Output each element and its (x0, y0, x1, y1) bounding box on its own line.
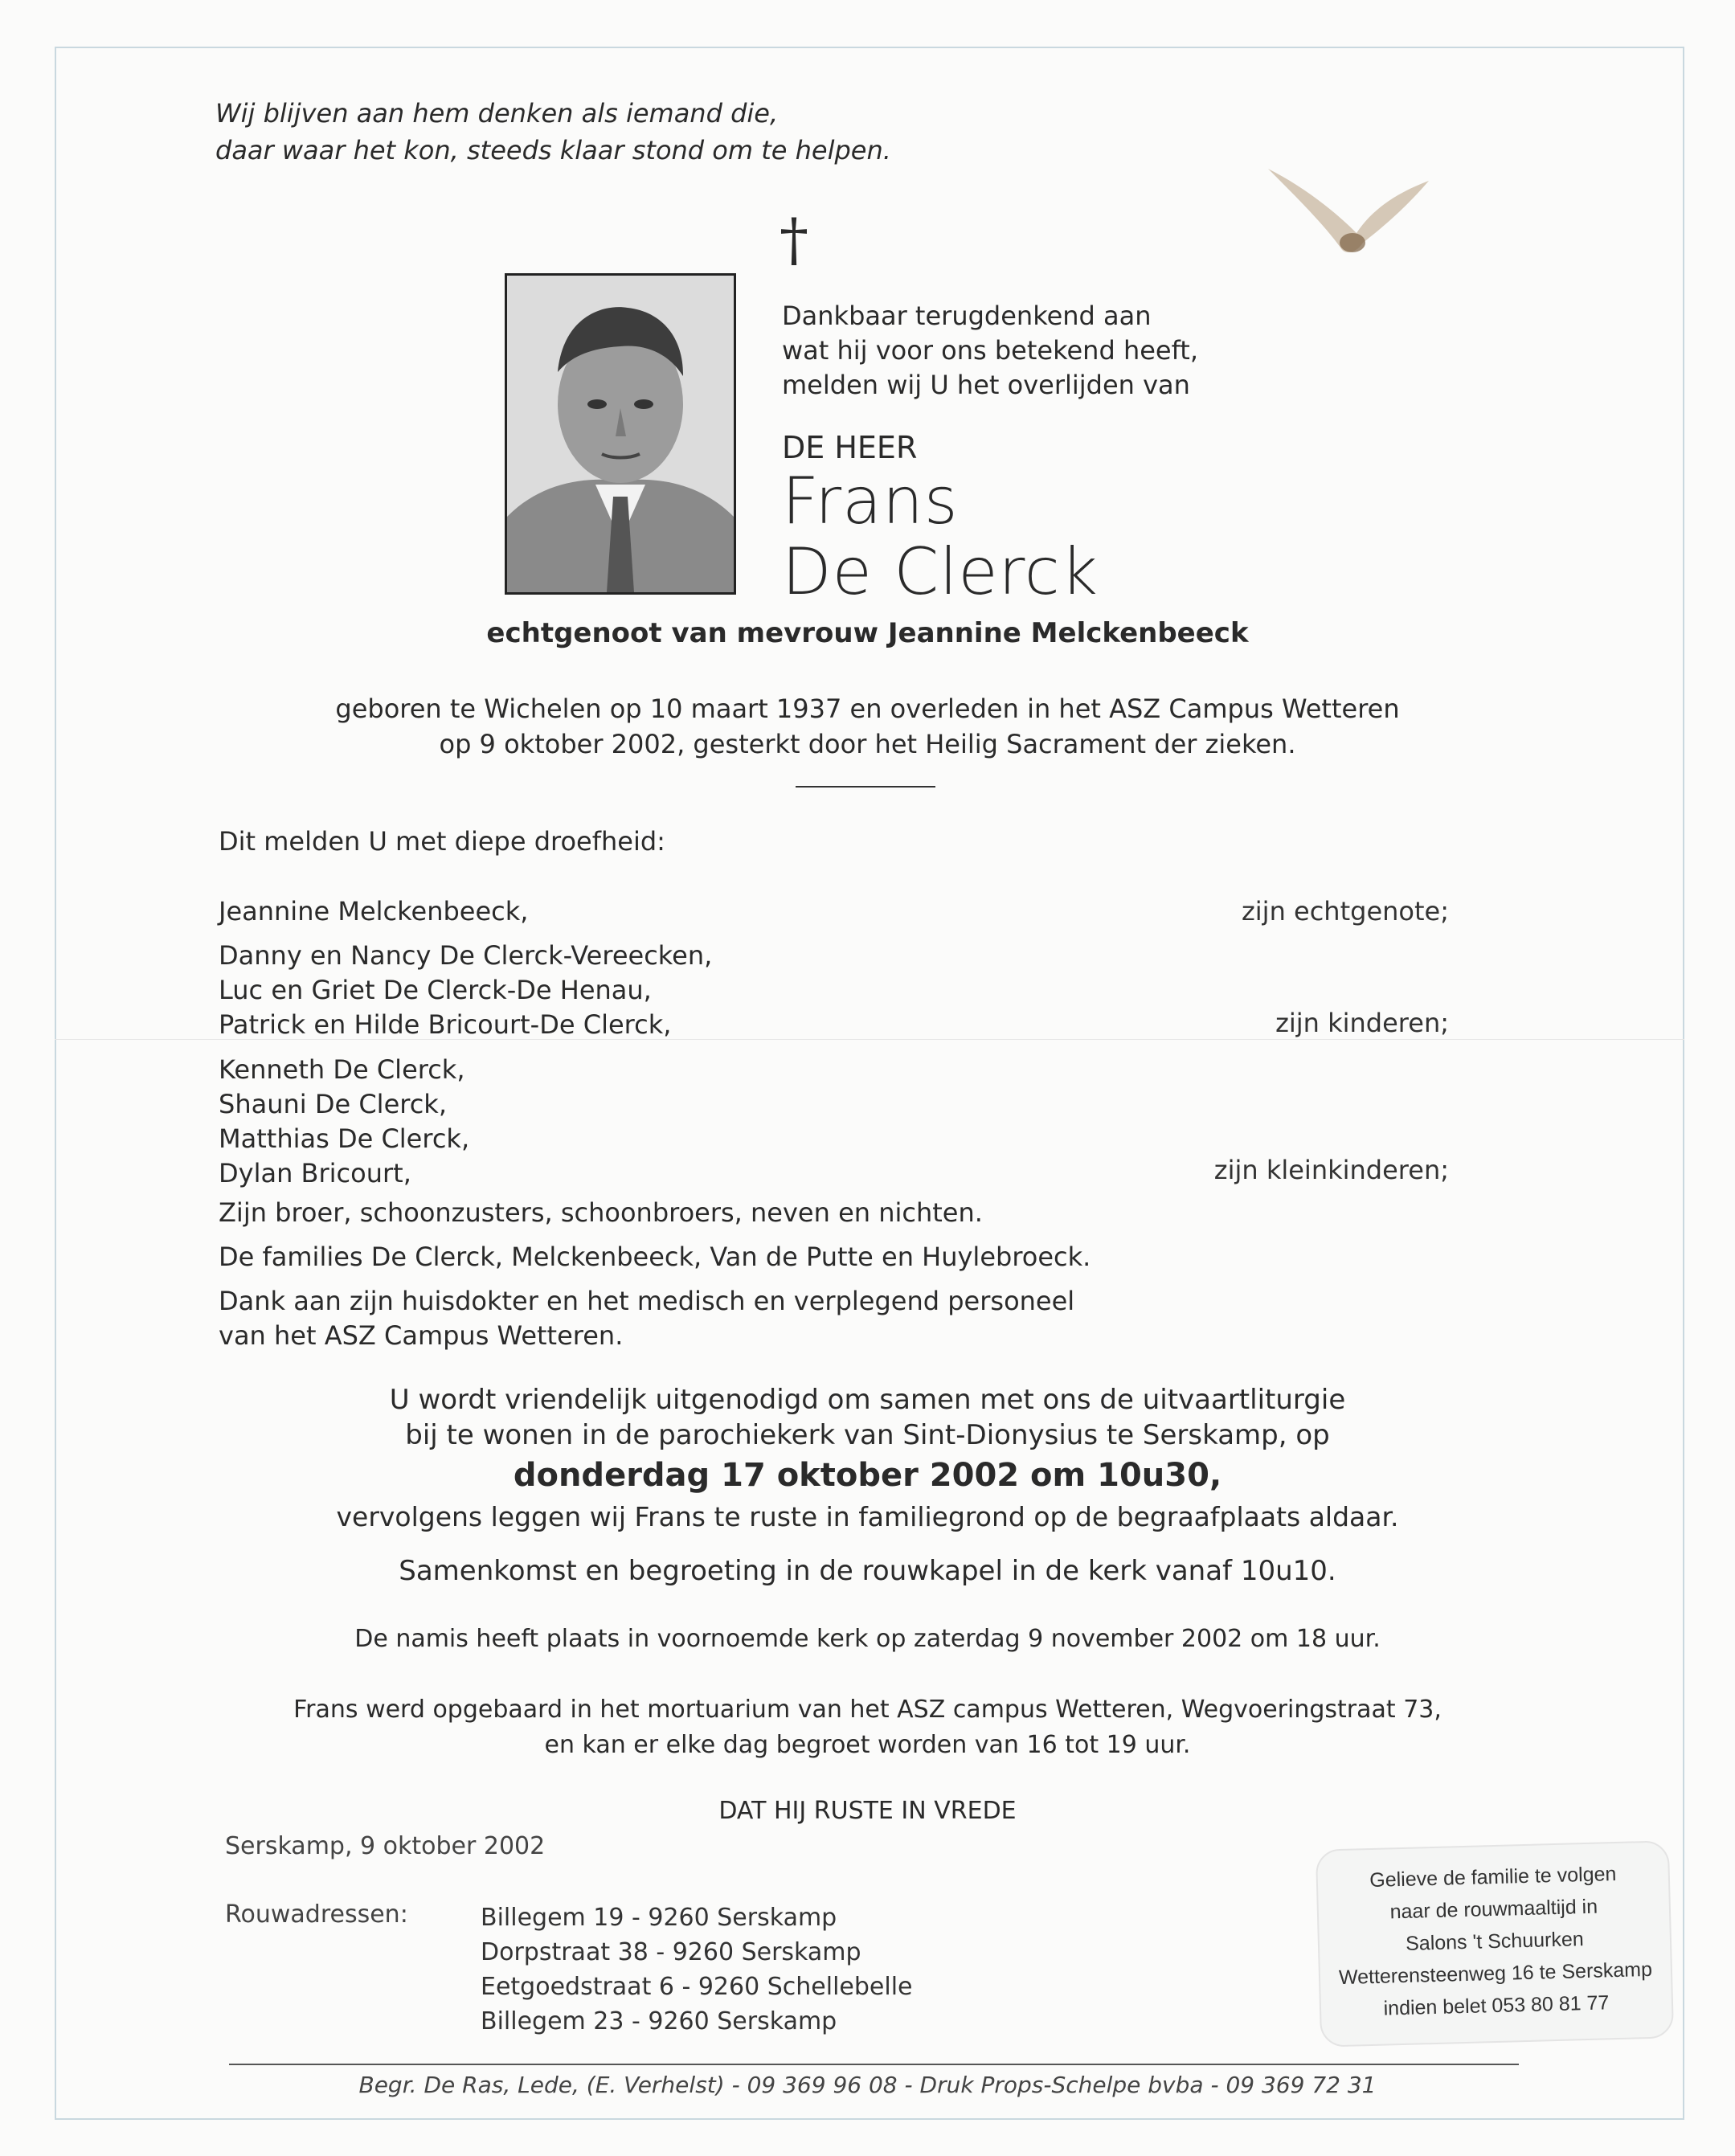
sticker-line-1: Gelieve de familie te volgen (1369, 1863, 1617, 1892)
laid-out-line-2: en kan er elke dag begroet worden van 16 tot 19 uur. (544, 1731, 1191, 1759)
sticker-line-5: indien belet 053 80 81 77 (1383, 1991, 1610, 2020)
invitation-line-2: bij te wonen in de parochiekerk van Sint-Dionysius te Serskamp, op (405, 1419, 1330, 1451)
divider (796, 786, 935, 788)
namis-info: De namis heeft plaats in voornoemde kerk op zaterdag 9 november 2002 om 18 uur. (354, 1625, 1381, 1653)
invitation (0, 1382, 1735, 1453)
intro-text (782, 299, 1198, 403)
gathering-info: Samenkomst en begroeting in de rouwkapel in de kerk vanaf 10u10. (399, 1555, 1336, 1587)
address-list (481, 1900, 913, 2039)
mourners-grandchildren (219, 1053, 469, 1191)
laid-out-info (0, 1692, 1735, 1763)
dove-icon (1268, 153, 1429, 265)
relation-children: zijn kinderen; (1275, 1008, 1449, 1038)
portrait-photo (505, 273, 736, 595)
mourners-thanks (219, 1284, 1074, 1353)
invitation-line-1: U wordt vriendelijk uitgenodigd om samen met ons de uitvaartliturgie (389, 1384, 1346, 1416)
thanks-line-2: van het ASZ Campus Wetteren. (219, 1320, 624, 1351)
list-item: Matthias De Clerck, (219, 1123, 470, 1154)
deceased-title: DE HEER (782, 430, 918, 465)
list-item: Dorpstraat 38 - 9260 Serskamp (481, 1938, 861, 1966)
deceased-first-name: Frans (782, 464, 959, 538)
intro-line-1: Dankbaar terugdenkend aan (782, 301, 1152, 331)
mourners-children (219, 939, 712, 1042)
quote-line-2: daar waar het kon, steeds klaar stond om te helpen. (215, 135, 891, 166)
deceased-name (782, 466, 1099, 608)
mourners-families: De families De Clerck, Melckenbeeck, Van de Putte en Huylebroeck. (219, 1242, 1091, 1272)
list-item: Luc en Griet De Clerck-De Henau, (219, 975, 652, 1005)
funeral-date: donderdag 17 oktober 2002 om 10u30, (513, 1457, 1222, 1494)
meal-invitation-sticker (1316, 1840, 1674, 2047)
list-item: Billegem 23 - 9260 Serskamp (481, 2007, 837, 2035)
intro-line-3: melden wij U het overlijden van (782, 370, 1190, 400)
portrait-image (507, 276, 734, 592)
spouse-line: echtgenoot van mevrouw Jeannine Melckenbeeck (486, 617, 1249, 649)
list-item: Billegem 19 - 9260 Serskamp (481, 1904, 837, 1932)
birth-line-2: op 9 oktober 2002, gesterkt door het Heilig Sacrament der zieken. (439, 729, 1296, 759)
place-date: Serskamp, 9 oktober 2002 (225, 1832, 546, 1860)
cross-icon: † (780, 206, 808, 273)
list-item: Shauni De Clerck, (219, 1089, 447, 1119)
birth-line-1: geboren te Wichelen op 10 maart 1937 en overleden in het ASZ Campus Wetteren (335, 693, 1400, 724)
list-item: Eetgoedstraat 6 - 9260 Schellebelle (481, 1973, 913, 2001)
sticker-line-2: naar de rouwmaaltijd in (1389, 1895, 1598, 1924)
rest-in-peace: DAT HIJ RUSTE IN VREDE (718, 1797, 1017, 1825)
deceased-last-name: De Clerck (782, 534, 1099, 609)
sticker-line-3: Salons 't Schuurken (1405, 1928, 1585, 1955)
relation-spouse: zijn echtgenote; (1241, 896, 1449, 927)
quote-line-1: Wij blijven aan hem denken als iemand die, (215, 98, 779, 129)
list-item: Dylan Bricourt, (219, 1158, 411, 1188)
mourner-spouse: Jeannine Melckenbeeck, (219, 896, 529, 927)
sticker-line-4: Wetterensteenweg 16 te Serskamp (1338, 1958, 1653, 1990)
laid-out-line-1: Frans werd opgebaard in het mortuarium van het ASZ campus Wetteren, Wegvoeringstraat 73, (293, 1696, 1442, 1724)
footer-rule (229, 2064, 1519, 2065)
thanks-line-1: Dank aan zijn huisdokter en het medisch en verplegend personeel (219, 1286, 1075, 1316)
memorial-quote (215, 95, 891, 169)
addresses-label: Rouwadressen: (225, 1900, 408, 1929)
relation-grandchildren: zijn kleinkinderen; (1213, 1155, 1449, 1185)
list-item: Kenneth De Clerck, (219, 1054, 465, 1085)
list-item: Danny en Nancy De Clerck-Vereecken, (219, 940, 713, 971)
mourners-intro: Dit melden U met diepe droefheid: (219, 826, 665, 857)
mourners-relatives: Zijn broer, schoonzusters, schoonbroers, neven en nichten. (219, 1197, 983, 1228)
printer-footer: Begr. De Ras, Lede, (E. Verhelst) - 09 369 96 08 - Druk Props-Schelpe bvba - 09 369 72 31 (358, 2072, 1377, 2098)
intro-line-2: wat hij voor ons betekend heeft, (782, 335, 1199, 366)
birth-death-info (0, 691, 1735, 762)
list-item: Patrick en Hilde Bricourt-De Clerck, (219, 1009, 672, 1040)
invitation-line-3: vervolgens leggen wij Frans te ruste in familiegrond op de begraafplaats aldaar. (336, 1501, 1399, 1532)
